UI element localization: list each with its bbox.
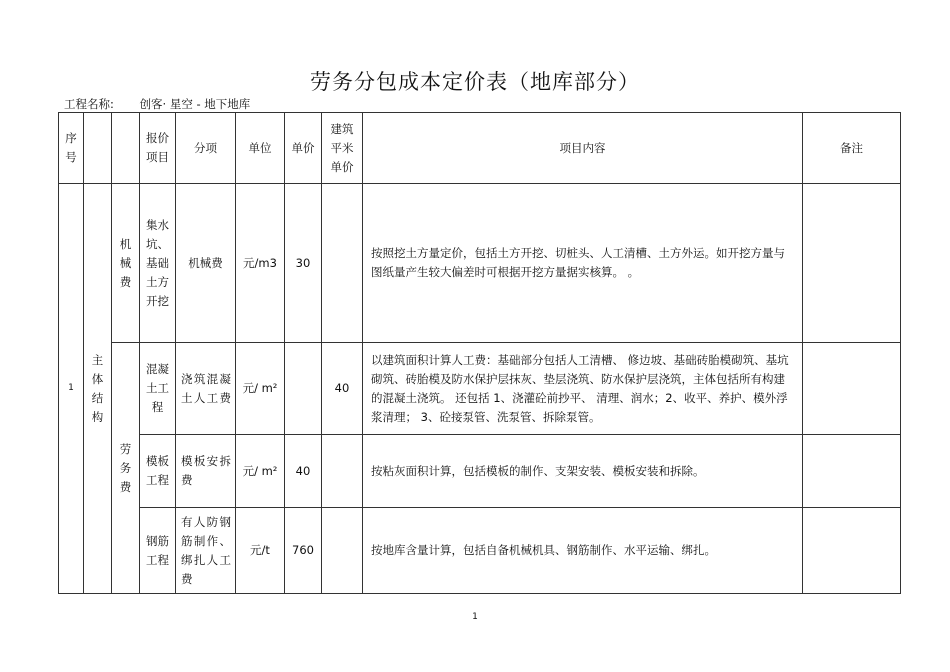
quote-item-cell: 钢筋工程: [140, 508, 176, 594]
header-unit-price: 单价: [285, 113, 322, 184]
quote-item-cell: 混凝土工程: [140, 343, 176, 435]
header-remark: 备注: [803, 113, 901, 184]
table-row: [59, 508, 901, 594]
header-area-price: 建筑平米单价: [322, 113, 363, 184]
area-price-cell: [322, 184, 363, 343]
content-cell: 按照挖土方量定价，包括土方开挖、切桩头、人工清槽、土方外运。如开挖方量与图纸量产生较大偏差时可根据开挖方量据实核算。 。: [363, 184, 803, 343]
unit-cell: 元/m3: [236, 184, 285, 343]
area-price-cell: 40: [322, 343, 363, 435]
header-blank-1: [84, 113, 112, 184]
group-machinery: 机械费: [112, 184, 140, 343]
remark-cell: [803, 343, 901, 435]
header-row: [59, 113, 901, 184]
header-blank-2: [112, 113, 140, 184]
content-cell: 按粘灰面积计算，包括模板的制作、支架安装、模板安装和拆除。: [363, 435, 803, 508]
sub-item-cell: 模板安拆费: [176, 435, 236, 508]
quote-item-cell: 模板工程: [140, 435, 176, 508]
group-labor: 劳务费: [112, 343, 140, 594]
project-name-label: 工程名称:: [64, 97, 114, 111]
unit-price-cell: 30: [285, 184, 322, 343]
unit-cell: 元/ m²: [236, 343, 285, 435]
project-name-line: [64, 96, 296, 113]
sub-item-cell: 有人防钢筋制作、绑扎人工费: [176, 508, 236, 594]
remark-cell: [803, 435, 901, 508]
sub-item-cell: 机械费: [176, 184, 236, 343]
seq-cell: 1: [59, 184, 84, 594]
header-sub-item: 分项: [176, 113, 236, 184]
sub-item-cell: 浇筑混凝土人工费: [176, 343, 236, 435]
unit-price-cell: 40: [285, 435, 322, 508]
page-number: 1: [472, 612, 478, 622]
unit-price-cell: 760: [285, 508, 322, 594]
table-row: [59, 184, 901, 343]
table-row: [59, 435, 901, 508]
header-content: 项目内容: [363, 113, 803, 184]
area-price-cell: [322, 508, 363, 594]
content-cell: 按地库含量计算，包括自备机械机具、钢筋制作、水平运输、绑扎。: [363, 508, 803, 594]
table-row: [59, 343, 901, 435]
header-unit: 单位: [236, 113, 285, 184]
remark-cell: [803, 184, 901, 343]
unit-cell: 元/t: [236, 508, 285, 594]
header-seq: 序号: [59, 113, 84, 184]
unit-cell: 元/ m²: [236, 435, 285, 508]
main-category-cell: 主体结构: [84, 184, 112, 594]
pricing-table: [58, 112, 901, 594]
page-title: 劳务分包成本定价表（地库部分）: [310, 70, 640, 94]
project-name-value: 创客· 星空 - 地下地库: [128, 96, 296, 113]
quote-item-cell: 集水坑、基础土方开挖: [140, 184, 176, 343]
remark-cell: [803, 508, 901, 594]
area-price-cell: [322, 435, 363, 508]
header-quote-item: 报价项目: [140, 113, 176, 184]
unit-price-cell: [285, 343, 322, 435]
content-cell: 以建筑面积计算人工费：基础部分包括人工清槽、 修边坡、基础砖胎模砌筑、基坑砌筑、砖胎模及防水保护层抹灰、垫层浇筑、防水保护层浇筑，主体包括所有构建的混凝土浇筑。 还包括 1、浇灌砼前抄平、 清理、润水；2、收平、养护、模外浮浆清理； 3、砼接泵管、洗泵管、拆除泵管。: [363, 343, 803, 435]
